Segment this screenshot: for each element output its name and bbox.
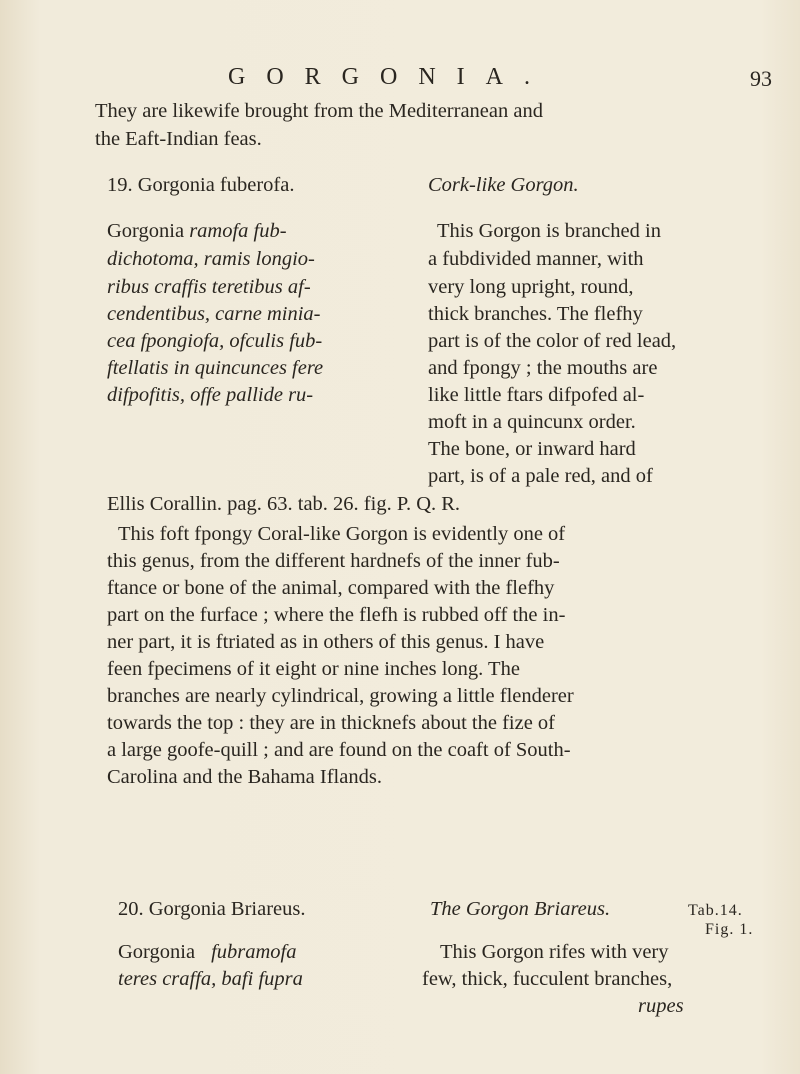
entry-19-latin-line: ribus craffis teretibus af- <box>107 276 311 298</box>
entry-19-english-line: The bone, or inward hard <box>428 438 636 460</box>
intro-line-2: the Eaft-Indian feas. <box>95 128 262 150</box>
entry-19-reference: Ellis Corallin. pag. 63. tab. 26. fig. P. Q. R. <box>107 493 461 515</box>
entry-20-english-line: few, thick, fucculent branches, <box>422 968 673 990</box>
entry-19-latin-line: cendentibus, carne minia- <box>107 303 321 325</box>
body-line: Carolina and the Bahama Iflands. <box>107 766 382 788</box>
entry-19-latin-line: cea fpongiofa, ofculis fub- <box>107 330 323 352</box>
entry-19-english-line: and fpongy ; the mouths are <box>428 357 658 379</box>
plate-reference: Tab.14. <box>688 902 743 919</box>
entry-20-latin-line: Gorgonia fubramofa <box>118 941 297 963</box>
entry-19-english-line: part, is of a pale red, and of <box>428 465 653 487</box>
entry-19-heading: 19. Gorgonia fuberofa. <box>107 174 295 196</box>
entry-20-common-name: The Gorgon Briareus. <box>430 898 611 920</box>
entry-20-english-line: This Gorgon rifes with very <box>440 941 669 963</box>
body-line: feen fpecimens of it eight or nine inches long. The <box>107 658 520 680</box>
intro-line-1: They are likewife brought from the Mediterranean and <box>95 100 543 122</box>
body-line: This foft fpongy Coral-like Gorgon is evidently one of <box>118 523 566 545</box>
entry-19-english-line: a fubdivided manner, with <box>428 248 644 270</box>
body-line: ner part, it is ftriated as in others of this genus. I have <box>107 631 545 653</box>
entry-20-heading: 20. Gorgonia Briareus. <box>118 898 306 920</box>
running-header: GORGONIA. <box>228 64 551 90</box>
entry-19-english-line: This Gorgon is branched in <box>437 220 661 242</box>
figure-reference: Fig. 1. <box>705 921 754 938</box>
page-number: 93 <box>750 66 772 91</box>
body-line: branches are nearly cylindrical, growing a little flenderer <box>107 685 574 707</box>
entry-19-latin-line: dichotoma, ramis longio- <box>107 248 315 270</box>
entry-19-english-line: very long upright, round, <box>428 276 634 298</box>
body-line: towards the top : they are in thicknefs about the fize of <box>107 712 556 734</box>
body-line: part on the furface ; where the flefh is rubbed off the in- <box>107 604 566 626</box>
entry-19-english-line: part is of the color of red lead, <box>428 330 677 352</box>
entry-19-latin-line: ftellatis in quincunces fere <box>107 357 324 379</box>
body-line: this genus, from the different hardnefs of the inner fub- <box>107 550 560 572</box>
body-line: ftance or bone of the animal, compared with the flefhy <box>107 577 555 599</box>
entry-19-latin-line: Gorgonia ramofa fub- <box>107 220 287 242</box>
entry-19-english-line: thick branches. The flefhy <box>428 303 643 325</box>
entry-19-english-line: like little ftars difpofed al- <box>428 384 645 406</box>
catchword: rupes <box>638 995 684 1017</box>
entry-20-latin-line: teres craffa, bafi fupra <box>118 968 303 990</box>
entry-19-common-name: Cork-like Gorgon. <box>428 174 579 196</box>
entry-19-english-line: moft in a quincunx order. <box>428 411 636 433</box>
entry-19-latin-line: difpofitis, offe pallide ru- <box>107 384 314 406</box>
body-line: a large goofe-quill ; and are found on the coaft of South- <box>107 739 571 761</box>
